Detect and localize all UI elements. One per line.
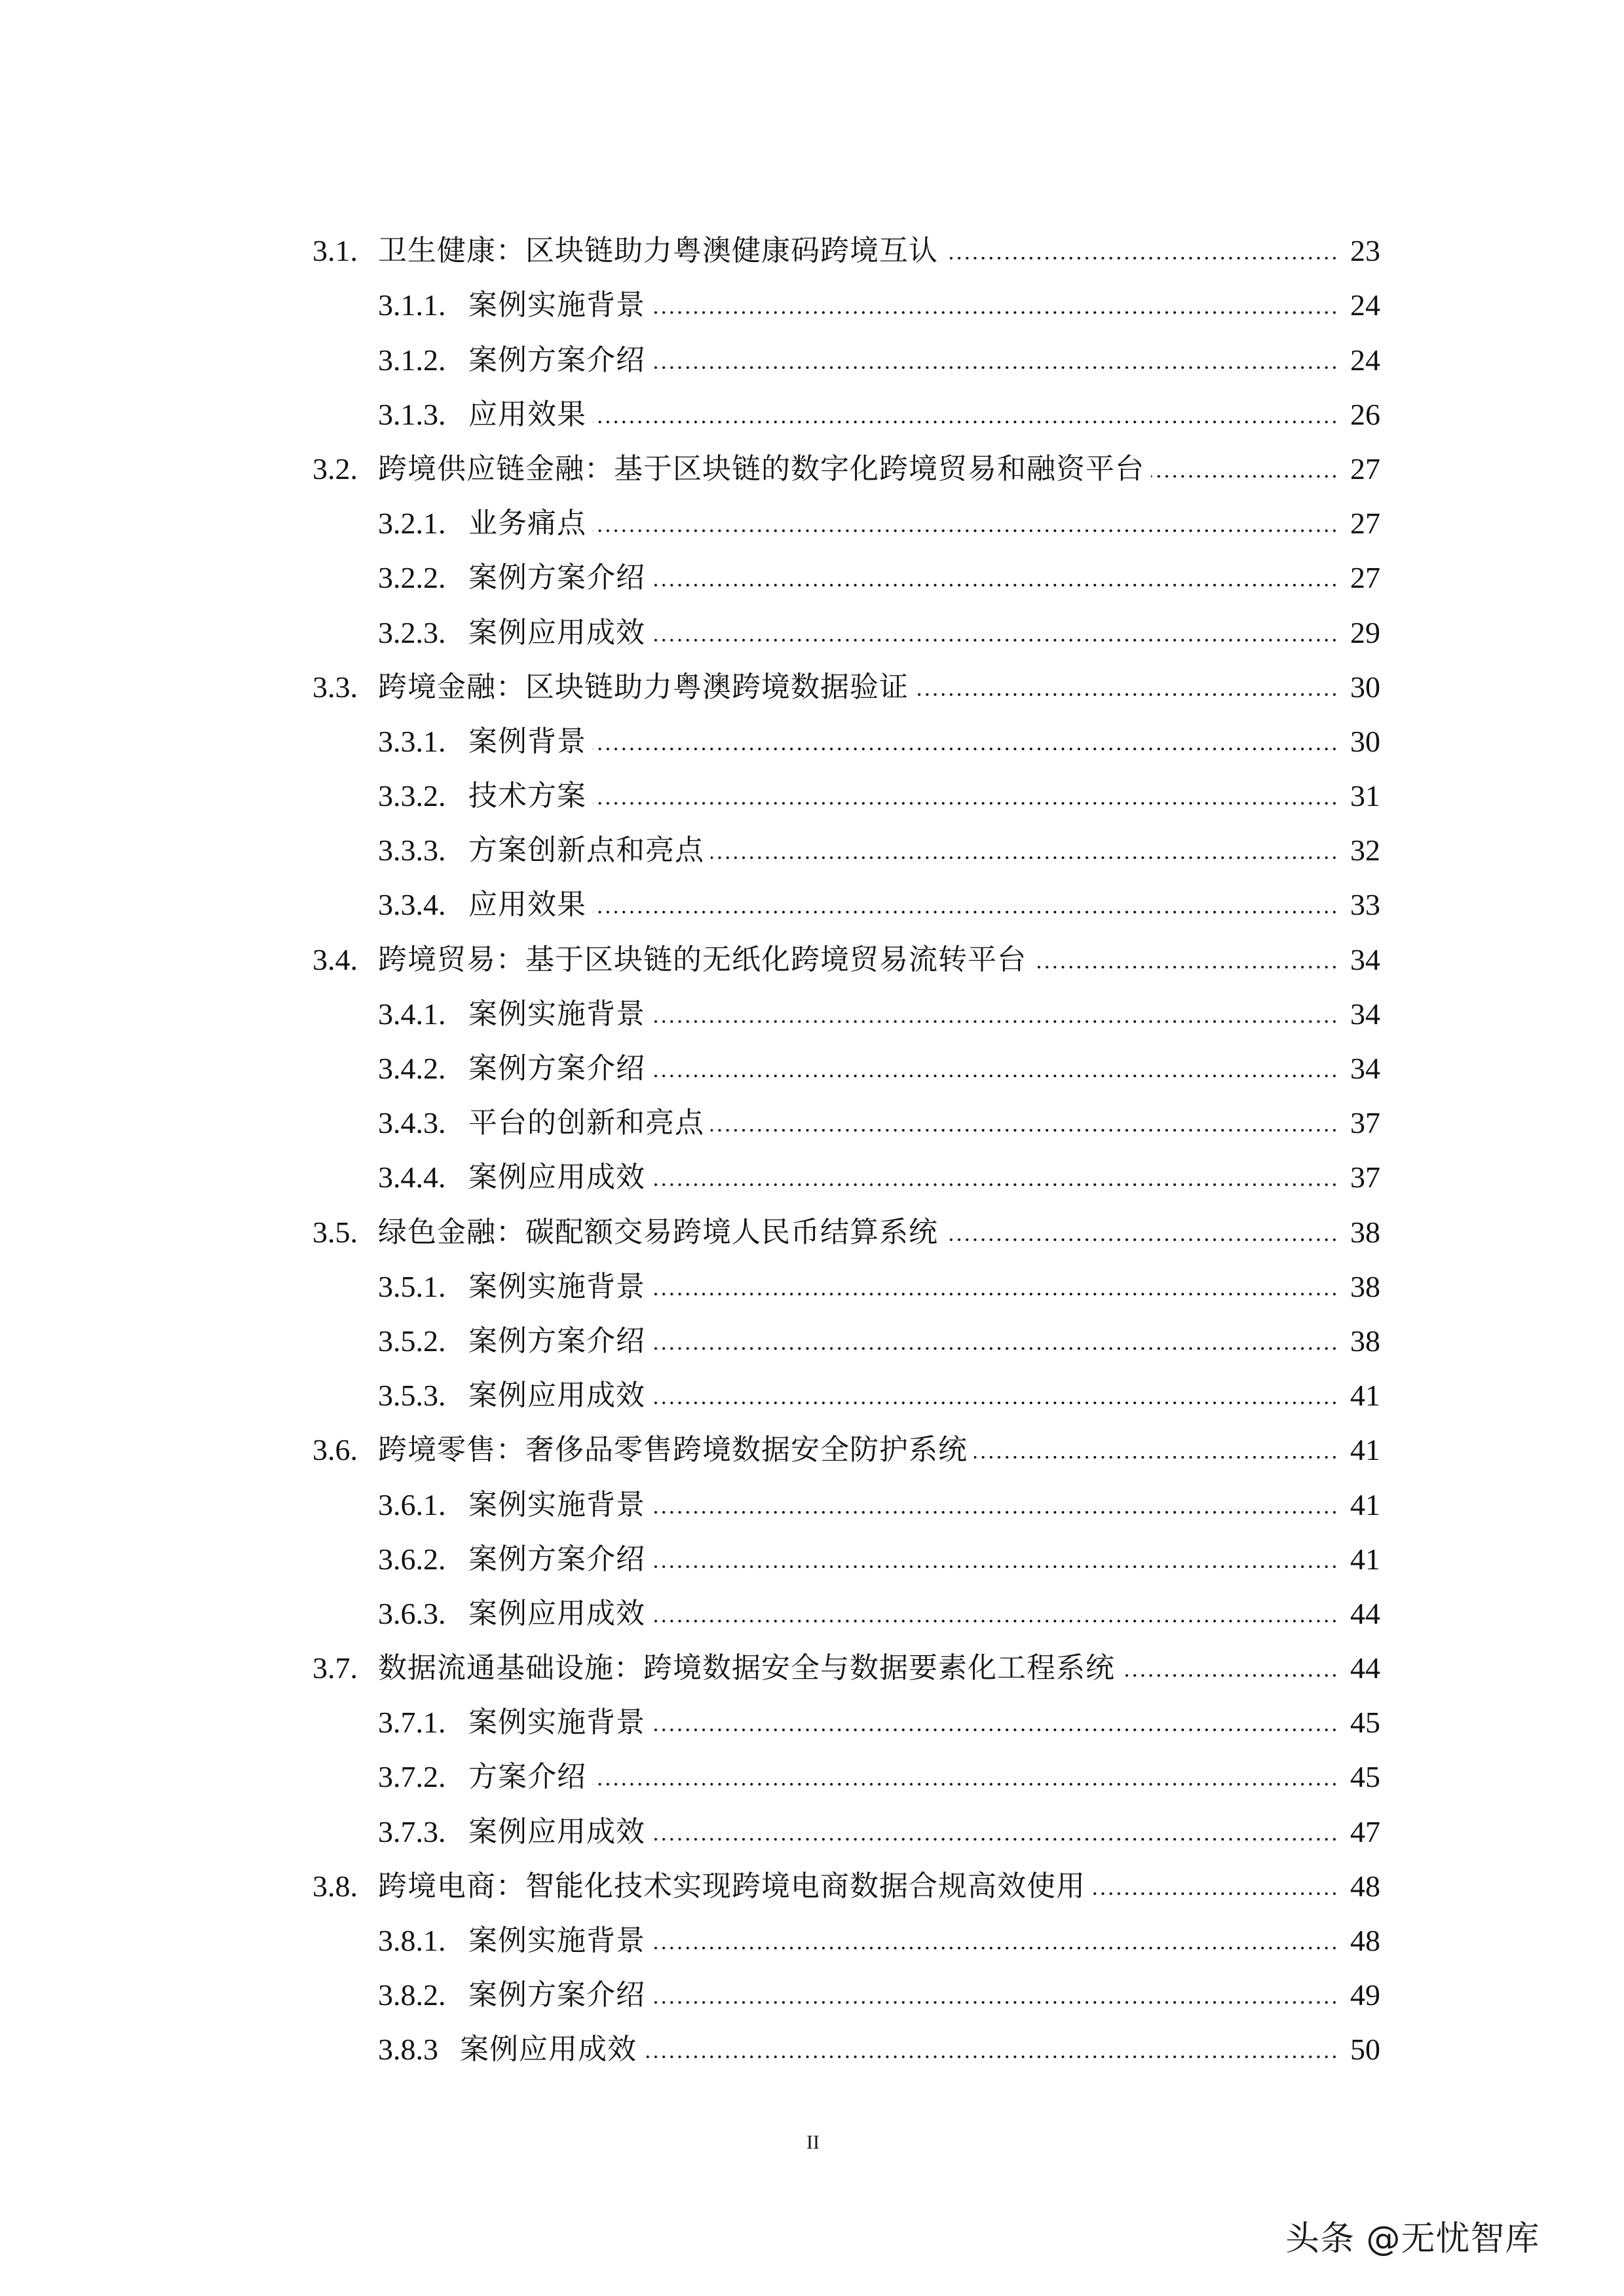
toc-entry-title: 跨境零售：奢侈品零售跨境数据安全防护系统 (378, 1433, 968, 1467)
toc-entry-title: 技术方案 (468, 779, 586, 813)
toc-entry-number: 3.5.1. (378, 1269, 446, 1303)
toc-entry-page: 41 (1350, 1433, 1380, 1467)
toc-subsection-entry[interactable] (312, 541, 1380, 595)
toc-subsection-entry[interactable] (312, 1086, 1380, 1140)
toc-entry-page: 24 (1350, 288, 1380, 322)
toc-entry-page: 41 (1350, 1542, 1380, 1576)
table-of-contents (312, 214, 1380, 2067)
toc-subsection-entry[interactable] (312, 813, 1380, 868)
toc-subsection-entry[interactable] (312, 322, 1380, 377)
toc-entry-page: 26 (1350, 397, 1380, 431)
dot-leader (945, 256, 1338, 260)
toc-subsection-entry[interactable] (312, 1031, 1380, 1086)
toc-entry-page: 31 (1350, 779, 1380, 813)
toc-entry-page: 45 (1350, 1706, 1380, 1740)
toc-section-entry[interactable] (312, 650, 1380, 704)
toc-entry-number: 3.4.2. (378, 1052, 446, 1085)
toc-entry-page: 44 (1350, 1651, 1380, 1685)
dot-leader (652, 1347, 1338, 1350)
toc-subsection-entry[interactable] (312, 1522, 1380, 1577)
dot-leader (652, 1510, 1338, 1514)
toc-subsection-entry[interactable] (312, 1685, 1380, 1740)
toc-entry-number: 3.3.1. (378, 724, 446, 758)
dot-leader (711, 1128, 1338, 1132)
toc-section-entry[interactable] (312, 1849, 1380, 1904)
toc-subsection-entry[interactable] (312, 1467, 1380, 1521)
toc-entry-page: 30 (1350, 724, 1380, 758)
dot-leader (593, 801, 1338, 805)
toc-subsection-entry[interactable] (312, 1358, 1380, 1413)
toc-entry-page: 49 (1350, 1978, 1380, 2012)
toc-entry-number: 3.4.1. (378, 997, 446, 1031)
toc-entry-title: 案例方案介绍 (468, 1542, 645, 1576)
toc-entry-number: 3.5.2. (378, 1324, 446, 1358)
dot-leader (652, 311, 1338, 315)
dot-leader (974, 1455, 1338, 1459)
toc-entry-number: 3.5.3. (378, 1379, 446, 1413)
toc-entry-number: 3.7. (312, 1651, 358, 1685)
dot-leader (652, 638, 1338, 642)
toc-entry-number: 3.3.3. (378, 833, 446, 868)
toc-entry-number: 3.6. (312, 1433, 358, 1467)
dot-leader (652, 1946, 1338, 1950)
toc-entry-page: 23 (1350, 234, 1380, 268)
toc-subsection-entry[interactable] (312, 977, 1380, 1031)
page-number: II (806, 2132, 820, 2153)
toc-entry-number: 3.7.1. (378, 1706, 446, 1740)
toc-subsection-entry[interactable] (312, 1577, 1380, 1631)
toc-entry-number: 3.1.2. (378, 343, 446, 377)
toc-section-entry[interactable] (312, 1195, 1380, 1249)
toc-entry-title: 案例方案介绍 (468, 561, 645, 595)
toc-entry-number: 3.6.1. (378, 1487, 446, 1521)
toc-entry-title: 案例背景 (468, 724, 586, 758)
toc-subsection-entry[interactable] (312, 268, 1380, 322)
toc-entry-number: 3.7.3. (378, 1814, 446, 1848)
toc-entry-number: 3.2. (312, 451, 358, 486)
toc-entry-title: 应用效果 (468, 397, 586, 431)
toc-entry-title: 数据流通基础设施：跨境数据安全与数据要素化工程系统 (378, 1651, 1115, 1685)
dot-leader (593, 420, 1338, 424)
toc-entry-page: 33 (1350, 888, 1380, 922)
toc-entry-page: 34 (1350, 1052, 1380, 1085)
toc-entry-page: 38 (1350, 1215, 1380, 1249)
toc-entry-page: 34 (1350, 997, 1380, 1031)
watermark: 头条 @无忧智库 (1285, 2219, 1540, 2259)
toc-entry-page: 38 (1350, 1324, 1380, 1358)
toc-entry-number: 3.4. (312, 942, 358, 976)
dot-leader (593, 910, 1338, 914)
toc-entry-title: 平台的创新和亮点 (468, 1106, 704, 1140)
toc-entry-title: 案例实施背景 (468, 1924, 645, 1957)
toc-entry-number: 3.3. (312, 670, 358, 704)
dot-leader (652, 1619, 1338, 1623)
toc-subsection-entry[interactable] (312, 1140, 1380, 1195)
toc-entry-page: 32 (1350, 833, 1380, 868)
toc-entry-page: 34 (1350, 942, 1380, 976)
toc-entry-title: 案例方案介绍 (468, 1052, 645, 1085)
toc-entry-title: 方案创新点和亮点 (468, 833, 704, 868)
dot-leader (652, 1837, 1338, 1841)
toc-entry-number: 3.1.3. (378, 397, 446, 431)
toc-subsection-entry[interactable] (312, 486, 1380, 541)
toc-entry-page: 30 (1350, 670, 1380, 704)
toc-entry-number: 3.2.2. (378, 561, 446, 595)
toc-entry-page: 48 (1350, 1924, 1380, 1957)
toc-entry-number: 3.3.4. (378, 888, 446, 922)
toc-section-entry[interactable] (312, 1413, 1380, 1467)
toc-subsection-entry[interactable] (312, 868, 1380, 922)
dot-leader (711, 856, 1338, 860)
toc-entry-page: 41 (1350, 1379, 1380, 1413)
dot-leader (593, 747, 1338, 751)
toc-entry-page: 47 (1350, 1814, 1380, 1848)
toc-entry-title: 案例应用成效 (468, 1596, 645, 1630)
toc-entry-title: 案例实施背景 (468, 1706, 645, 1740)
dot-leader (1122, 1674, 1338, 1677)
toc-entry-title: 案例应用成效 (468, 1814, 645, 1848)
toc-entry-title: 业务痛点 (468, 507, 586, 541)
toc-entry-number: 3.8.2. (378, 1978, 446, 2012)
toc-section-entry[interactable] (312, 432, 1380, 486)
toc-subsection-entry[interactable] (312, 595, 1380, 649)
toc-entry-number: 3.8. (312, 1869, 358, 1903)
toc-section-entry[interactable] (312, 922, 1380, 976)
dot-leader (652, 1565, 1338, 1569)
toc-entry-page: 37 (1350, 1160, 1380, 1195)
toc-entry-page: 38 (1350, 1269, 1380, 1303)
toc-subsection-entry[interactable] (312, 2012, 1380, 2067)
toc-entry-title: 案例应用成效 (460, 2033, 637, 2067)
toc-subsection-entry[interactable] (312, 1250, 1380, 1304)
toc-section-entry[interactable] (312, 214, 1380, 268)
toc-entry-title: 跨境电商：智能化技术实现跨境电商数据合规高效使用 (378, 1869, 1086, 1903)
dot-leader (915, 693, 1338, 697)
dot-leader (652, 1183, 1338, 1187)
toc-entry-title: 案例方案介绍 (468, 343, 645, 377)
toc-entry-title: 案例方案介绍 (468, 1324, 645, 1358)
toc-entry-number: 3.6.2. (378, 1542, 446, 1576)
toc-entry-number: 3.7.2. (378, 1760, 446, 1794)
toc-entry-title: 应用效果 (468, 888, 586, 922)
dot-leader (593, 1782, 1338, 1786)
dot-leader (1092, 1892, 1338, 1896)
toc-entry-title: 案例方案介绍 (468, 1978, 645, 2012)
dot-leader (652, 1292, 1338, 1296)
toc-entry-number: 3.4.4. (378, 1160, 446, 1195)
toc-entry-page: 50 (1350, 2033, 1380, 2067)
toc-entry-title: 案例应用成效 (468, 1379, 645, 1413)
dot-leader (652, 1020, 1338, 1024)
dot-leader (1033, 965, 1338, 969)
toc-entry-title: 方案介绍 (468, 1760, 586, 1794)
toc-entry-page: 24 (1350, 343, 1380, 377)
toc-subsection-entry[interactable] (312, 1740, 1380, 1794)
toc-entry-title: 案例实施背景 (468, 997, 645, 1031)
toc-entry-number: 3.1.1. (378, 288, 446, 322)
toc-entry-title: 案例应用成效 (468, 1160, 645, 1195)
toc-entry-number: 3.1. (312, 234, 358, 268)
toc-entry-title: 跨境贸易：基于区块链的无纸化跨境贸易流转平台 (378, 942, 1027, 976)
toc-entry-page: 27 (1350, 507, 1380, 541)
dot-leader (1151, 474, 1338, 478)
toc-entry-title: 案例实施背景 (468, 288, 645, 322)
toc-subsection-entry[interactable] (312, 704, 1380, 759)
toc-entry-title: 绿色金融：碳配额交易跨境人民币结算系统 (378, 1215, 938, 1249)
toc-subsection-entry[interactable] (312, 1958, 1380, 2012)
toc-entry-page: 29 (1350, 615, 1380, 649)
toc-entry-number: 3.8.1. (378, 1924, 446, 1957)
toc-entry-page: 44 (1350, 1596, 1380, 1630)
toc-entry-page: 27 (1350, 561, 1380, 595)
toc-entry-page: 37 (1350, 1106, 1380, 1140)
dot-leader (652, 1728, 1338, 1732)
toc-subsection-entry[interactable] (312, 1794, 1380, 1848)
dot-leader (652, 2000, 1338, 2004)
dot-leader (652, 1401, 1338, 1405)
toc-entry-title: 案例实施背景 (468, 1487, 645, 1521)
dot-leader (945, 1238, 1338, 1242)
toc-entry-page: 27 (1350, 451, 1380, 486)
toc-entry-number: 3.8.3 (378, 2033, 438, 2067)
toc-entry-page: 41 (1350, 1487, 1380, 1521)
toc-entry-number: 3.2.3. (378, 615, 446, 649)
toc-entry-title: 案例应用成效 (468, 615, 645, 649)
toc-entry-number: 3.5. (312, 1215, 358, 1249)
toc-subsection-entry[interactable] (312, 759, 1380, 813)
toc-entry-page: 45 (1350, 1760, 1380, 1794)
dot-leader (593, 529, 1338, 533)
toc-entry-title: 卫生健康：区块链助力粤澳健康码跨境互认 (378, 234, 938, 268)
toc-entry-title: 跨境供应链金融：基于区块链的数字化跨境贸易和融资平台 (378, 451, 1144, 486)
dot-leader (652, 366, 1338, 370)
toc-entry-number: 3.2.1. (378, 507, 446, 541)
toc-entry-title: 跨境金融：区块链助力粤澳跨境数据验证 (378, 670, 909, 704)
toc-entry-number: 3.3.2. (378, 779, 446, 813)
dot-leader (652, 1074, 1338, 1078)
toc-subsection-entry[interactable] (312, 1904, 1380, 1958)
toc-subsection-entry[interactable] (312, 377, 1380, 432)
dot-leader (652, 583, 1338, 587)
toc-subsection-entry[interactable] (312, 1304, 1380, 1358)
toc-entry-page: 48 (1350, 1869, 1380, 1903)
toc-entry-title: 案例实施背景 (468, 1269, 645, 1303)
toc-section-entry[interactable] (312, 1631, 1380, 1685)
toc-entry-number: 3.6.3. (378, 1596, 446, 1630)
toc-entry-number: 3.4.3. (378, 1106, 446, 1140)
dot-leader (643, 2055, 1338, 2059)
